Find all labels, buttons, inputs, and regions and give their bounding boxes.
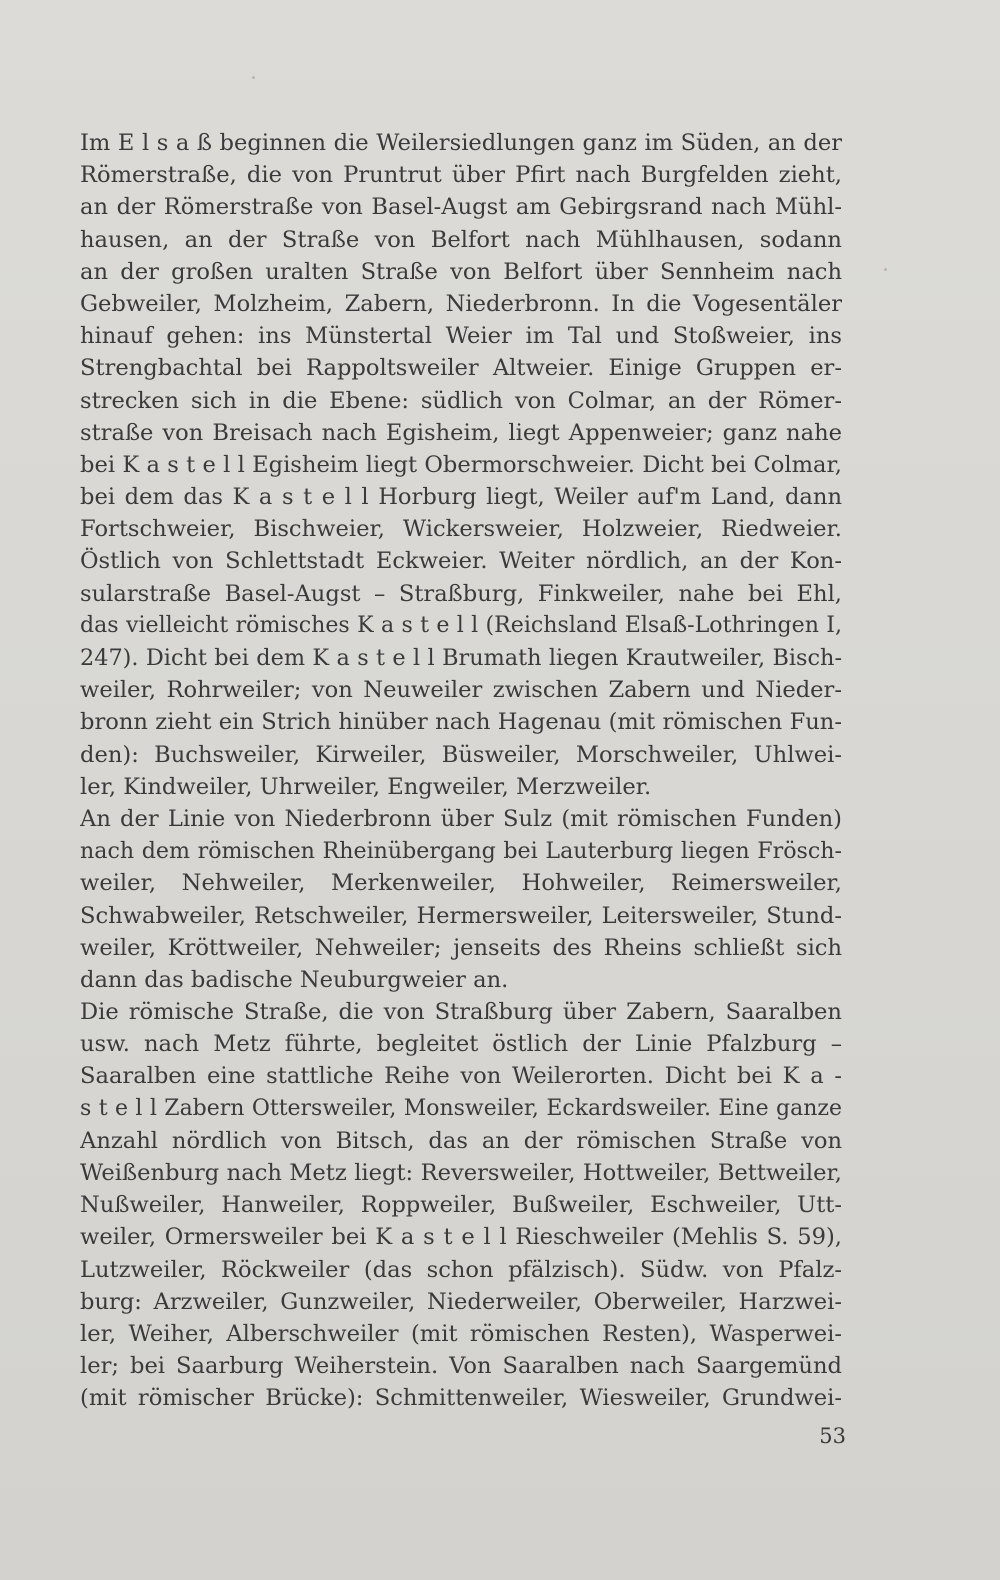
text-line: Schwabweiler, Retschweiler, Hermersweiler, Leitersweiler, Stund- (80, 902, 842, 929)
text-line: weiler, Ormersweiler bei K a s t e l l Rieschweiler (Mehlis S. 59), (80, 1224, 842, 1251)
text-line: Nußweiler, Hanweiler, Roppweiler, Bußweiler, Eschweiler, Utt- (80, 1192, 842, 1219)
text-line: Weißenburg nach Metz liegt: Reversweiler, Hottweiler, Bettweiler, (80, 1160, 842, 1186)
text-line: weiler, Rohrweiler; von Neuweiler zwischen Zabern und Nieder- (80, 677, 842, 704)
text-line: bei K a s t e l l Egisheim liegt Obermorschweier. Dicht bei Colmar, (80, 451, 842, 478)
text-line: Anzahl nördlich von Bitsch, das an der römischen Straße von (80, 1127, 842, 1154)
text-line: Römerstraße, die von Pruntrut über Pfirt nach Burgfelden zieht, (80, 162, 842, 189)
text-line: Strengbachtal bei Rappoltsweiler Altweier. Einige Gruppen er- (80, 355, 842, 382)
text-line: bronn zieht ein Strich hinüber nach Hagenau (mit römischen Fun- (80, 709, 842, 736)
text-line: Fortschweier, Bischweier, Wickersweier, Holzweier, Riedweier. (80, 516, 842, 543)
text-line: strecken sich in die Ebene: südlich von Colmar, an der Römer- (80, 387, 842, 414)
text-line: ler; bei Saarburg Weiherstein. Von Saaralben nach Saargemünd (80, 1353, 842, 1380)
text-line: an der großen uralten Straße von Belfort über Sennheim nach (80, 258, 842, 285)
text-line: An der Linie von Niederbronn über Sulz (mit römischen Funden) (80, 805, 842, 832)
text-line: ler, Kindweiler, Uhrweiler, Engweiler, Merzweiler. (80, 773, 652, 800)
text-line: burg: Arzweiler, Gunzweiler, Niederweiler, Oberweiler, Harzwei- (80, 1288, 842, 1315)
text-line: dann das badische Neuburgweier an. (80, 966, 509, 993)
text-line: ler, Weiher, Alberschweiler (mit römischen Resten), Wasperwei- (80, 1320, 842, 1347)
text-line: (mit römischer Brücke): Schmittenweiler, Wiesweiler, Grundwei- (80, 1385, 842, 1412)
text-line: usw. nach Metz führte, begleitet östlich der Linie Pfalzburg – (80, 1031, 842, 1058)
paper-speck (884, 268, 887, 271)
text-line: straße von Breisach nach Egisheim, liegt Appenweier; ganz nahe (80, 419, 842, 446)
text-line: hinauf gehen: ins Münstertal Weier im Tal und Stoßweier, ins (80, 323, 842, 350)
text-line: an der Römerstraße von Basel-Augst am Gebirgsrand nach Mühl- (80, 194, 842, 221)
text-line: weiler, Kröttweiler, Nehweiler; jenseits des Rheins schließt sich (80, 934, 842, 961)
text-line: Saaralben eine stattliche Reihe von Weilerorten. Dicht bei K a - (80, 1063, 842, 1090)
text-line: 247). Dicht bei dem K a s t e l l Brumath liegen Krautweiler, Bisch- (80, 645, 842, 671)
page-number: 53 (819, 1424, 846, 1448)
text-line: s t e l l Zabern Ottersweiler, Monsweiler, Eckardsweiler. Eine ganze (80, 1095, 842, 1121)
text-line: den): Buchsweiler, Kirweiler, Büsweiler, Morschweiler, Uhlwei- (80, 741, 842, 768)
body-text (80, 127, 842, 1415)
text-line: Im E l s a ß beginnen die Weilersiedlungen ganz im Süden, an der (80, 130, 842, 156)
text-line: nach dem römischen Rheinübergang bei Lauterburg liegen Frösch- (80, 838, 842, 865)
text-line: sularstraße Basel-Augst – Straßburg, Finkweiler, nahe bei Ehl, (80, 580, 842, 607)
text-line: Östlich von Schlettstadt Eckweier. Weiter nördlich, an der Kon- (80, 548, 842, 575)
text-line: Die römische Straße, die von Straßburg über Zabern, Saaralben (80, 999, 842, 1026)
text-line: bei dem das K a s t e l l Horburg liegt, Weiler auf'm Land, dann (80, 484, 842, 511)
text-line: Gebweiler, Molzheim, Zabern, Niederbronn. In die Vogesentäler (80, 290, 842, 317)
text-line: Lutzweiler, Röckweiler (das schon pfälzisch). Südw. von Pfalz- (80, 1256, 842, 1283)
paper-speck (252, 76, 255, 79)
text-line: das vielleicht römisches K a s t e l l (Reichsland Elsaß-Lothringen I, (80, 612, 842, 638)
text-line: weiler, Nehweiler, Merkenweiler, Hohweiler, Reimersweiler, (80, 870, 842, 897)
text-line: hausen, an der Straße von Belfort nach Mühlhausen, sodann (80, 226, 842, 253)
